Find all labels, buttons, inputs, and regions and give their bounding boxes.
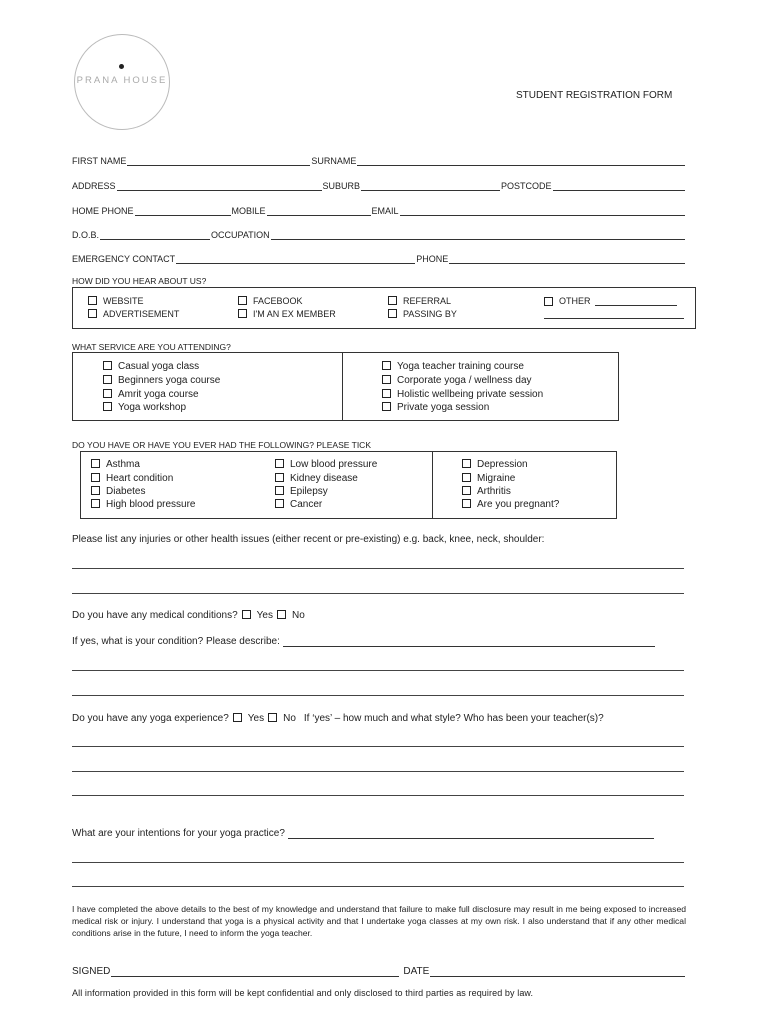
condition-option[interactable]: Cancer (275, 499, 322, 510)
intentions-field[interactable] (288, 828, 654, 839)
checkbox-icon[interactable] (91, 486, 100, 495)
checkbox-icon[interactable] (91, 459, 100, 468)
answer-line[interactable] (72, 862, 684, 863)
postcode-field[interactable] (553, 180, 685, 191)
checkbox-icon[interactable] (91, 473, 100, 482)
checkbox-icon[interactable] (233, 713, 242, 722)
dob-field[interactable] (100, 229, 210, 240)
occupation-field[interactable] (271, 229, 685, 240)
experience-followup: If ‘yes’ – how much and what style? Who has been your teacher(s)? (303, 713, 604, 724)
date-field[interactable] (430, 966, 685, 977)
checkbox-icon[interactable] (388, 296, 397, 305)
service-option[interactable]: Corporate yoga / wellness day (382, 375, 532, 386)
signature-field[interactable] (111, 966, 399, 977)
answer-line[interactable] (72, 886, 684, 887)
service-option[interactable]: Casual yoga class (103, 361, 199, 372)
hear-box (72, 287, 696, 329)
postcode-label: POSTCODE (501, 181, 552, 191)
experience-question: Do you have any yoga experience? (72, 713, 229, 724)
row-emergency (72, 250, 686, 264)
condition-option[interactable]: Low blood pressure (275, 459, 377, 470)
checkbox-icon[interactable] (103, 361, 112, 370)
service-option[interactable]: Amrit yoga course (103, 389, 199, 400)
intentions-row (72, 828, 654, 839)
medical-question-row (72, 610, 305, 621)
condition-option[interactable]: Diabetes (91, 486, 145, 497)
conditions-heading: DO YOU HAVE OR HAVE YOU EVER HAD THE FOLLOWING? PLEASE TICK (72, 440, 371, 450)
conditions-divider (432, 451, 433, 519)
checkbox-icon[interactable] (275, 486, 284, 495)
checkbox-icon[interactable] (544, 297, 553, 306)
condition-option[interactable]: Heart condition (91, 473, 173, 484)
medical-describe: If yes, what is your condition? Please describe: (72, 636, 280, 647)
phone-label: PHONE (416, 254, 449, 264)
condition-option[interactable]: Are you pregnant? (462, 499, 559, 510)
signature-row (72, 963, 686, 977)
answer-line[interactable] (72, 746, 684, 747)
email-label: EMAIL (371, 206, 399, 216)
checkbox-icon[interactable] (382, 361, 391, 370)
condition-option[interactable]: Depression (462, 459, 528, 470)
row-address (72, 177, 686, 191)
service-option[interactable]: Beginners yoga course (103, 375, 220, 386)
checkbox-icon[interactable] (462, 459, 471, 468)
surname-field[interactable] (357, 155, 685, 166)
service-option[interactable]: Yoga workshop (103, 402, 186, 413)
checkbox-icon[interactable] (277, 610, 286, 619)
medical-yes[interactable]: Yes (242, 610, 273, 621)
answer-line[interactable] (72, 670, 684, 671)
checkbox-icon[interactable] (275, 499, 284, 508)
address-label: ADDRESS (72, 181, 116, 191)
form-title: STUDENT REGISTRATION FORM (516, 90, 673, 101)
hear-heading: HOW DID YOU HEAR ABOUT US? (72, 276, 207, 286)
row-phones (72, 202, 686, 216)
checkbox-icon[interactable] (242, 610, 251, 619)
medical-describe-row (72, 636, 655, 647)
experience-no[interactable]: No (268, 713, 296, 724)
emergency-contact-field[interactable] (176, 253, 415, 264)
answer-line[interactable] (72, 695, 684, 696)
email-field[interactable] (400, 205, 685, 216)
answer-line[interactable] (72, 771, 684, 772)
checkbox-icon[interactable] (382, 375, 391, 384)
option-facebook[interactable]: FACEBOOK (238, 296, 303, 306)
option-advertisement[interactable]: ADVERTISEMENT (88, 309, 179, 319)
checkbox-icon[interactable] (103, 389, 112, 398)
checkbox-icon[interactable] (275, 473, 284, 482)
checkbox-icon[interactable] (88, 309, 97, 318)
checkbox-icon[interactable] (388, 309, 397, 318)
address-field[interactable] (117, 180, 322, 191)
checkbox-icon[interactable] (462, 499, 471, 508)
checkbox-icon[interactable] (462, 473, 471, 482)
answer-line[interactable] (72, 795, 684, 796)
condition-option[interactable]: Asthma (91, 459, 140, 470)
experience-yes[interactable]: Yes (233, 713, 264, 724)
service-option[interactable]: Holistic wellbeing private session (382, 389, 543, 400)
checkbox-icon[interactable] (462, 486, 471, 495)
checkbox-icon[interactable] (103, 402, 112, 411)
checkbox-icon[interactable] (103, 375, 112, 384)
phone-field[interactable] (449, 253, 685, 264)
service-divider (342, 352, 343, 421)
mobile-label: MOBILE (231, 206, 266, 216)
checkbox-icon[interactable] (382, 389, 391, 398)
checkbox-icon[interactable] (88, 296, 97, 305)
declaration: I have completed the above details to the best of my knowledge and understand that failure to make full disclosure may result in me being exposed to increased medical risk or injury. I understand that yoga is a physical activity and that I undertake yoga classes at my own risk. I also understand that if any other medical conditions arise in the future, I need to inform the yoga teacher. (72, 904, 686, 938)
answer-line[interactable] (72, 568, 684, 569)
mobile-field[interactable] (267, 205, 371, 216)
option-ex-member[interactable]: I'M AN EX MEMBER (238, 309, 336, 319)
answer-line[interactable] (72, 593, 684, 594)
experience-row (72, 713, 604, 724)
option-referral[interactable]: REFERRAL (388, 296, 451, 306)
logo-brand: PRANA HOUSE (76, 75, 168, 86)
condition-option[interactable]: Migraine (462, 473, 515, 484)
service-heading: WHAT SERVICE ARE YOU ATTENDING? (72, 342, 231, 352)
medical-describe-field[interactable] (283, 636, 655, 647)
condition-option[interactable]: High blood pressure (91, 499, 196, 510)
checkbox-icon[interactable] (91, 499, 100, 508)
row-name (72, 152, 686, 166)
service-option[interactable]: Yoga teacher training course (382, 361, 524, 372)
suburb-label: SUBURB (322, 181, 361, 191)
injuries-prompt: Please list any injuries or other health issues (either recent or pre-existing) e.g. back, knee, neck, shoulder: (72, 534, 545, 545)
other-field-line[interactable] (544, 318, 684, 319)
intentions-question: What are your intentions for your yoga practice? (72, 828, 285, 839)
checkbox-icon[interactable] (275, 459, 284, 468)
checkbox-icon[interactable] (238, 296, 247, 305)
dob-label: D.O.B. (72, 230, 100, 240)
option-passing-by[interactable]: PASSING BY (388, 309, 457, 319)
checkbox-icon[interactable] (382, 402, 391, 411)
option-website[interactable]: WEBSITE (88, 296, 144, 306)
condition-option[interactable]: Arthritis (462, 486, 511, 497)
option-other[interactable]: OTHER (544, 296, 677, 306)
occupation-label: OCCUPATION (211, 230, 270, 240)
home-phone-label: HOME PHONE (72, 206, 134, 216)
suburb-field[interactable] (361, 180, 500, 191)
date-label: DATE (403, 966, 430, 977)
condition-option[interactable]: Epilepsy (275, 486, 328, 497)
first-name-label: FIRST NAME (72, 156, 127, 166)
other-field[interactable] (595, 296, 677, 306)
medical-no[interactable]: No (277, 610, 305, 621)
logo-dot (119, 64, 124, 69)
home-phone-field[interactable] (135, 205, 231, 216)
service-option[interactable]: Private yoga session (382, 402, 489, 413)
signed-label: SIGNED (72, 966, 111, 977)
checkbox-icon[interactable] (238, 309, 247, 318)
footer-note: All information provided in this form will be kept confidential and only disclosed to third parties as required by law. (72, 988, 534, 998)
surname-label: SURNAME (311, 156, 357, 166)
row-dob (72, 226, 686, 240)
logo (74, 34, 170, 130)
emergency-contact-label: EMERGENCY CONTACT (72, 254, 176, 264)
medical-question: Do you have any medical conditions? (72, 610, 238, 621)
condition-option[interactable]: Kidney disease (275, 473, 358, 484)
first-name-field[interactable] (127, 155, 310, 166)
checkbox-icon[interactable] (268, 713, 277, 722)
